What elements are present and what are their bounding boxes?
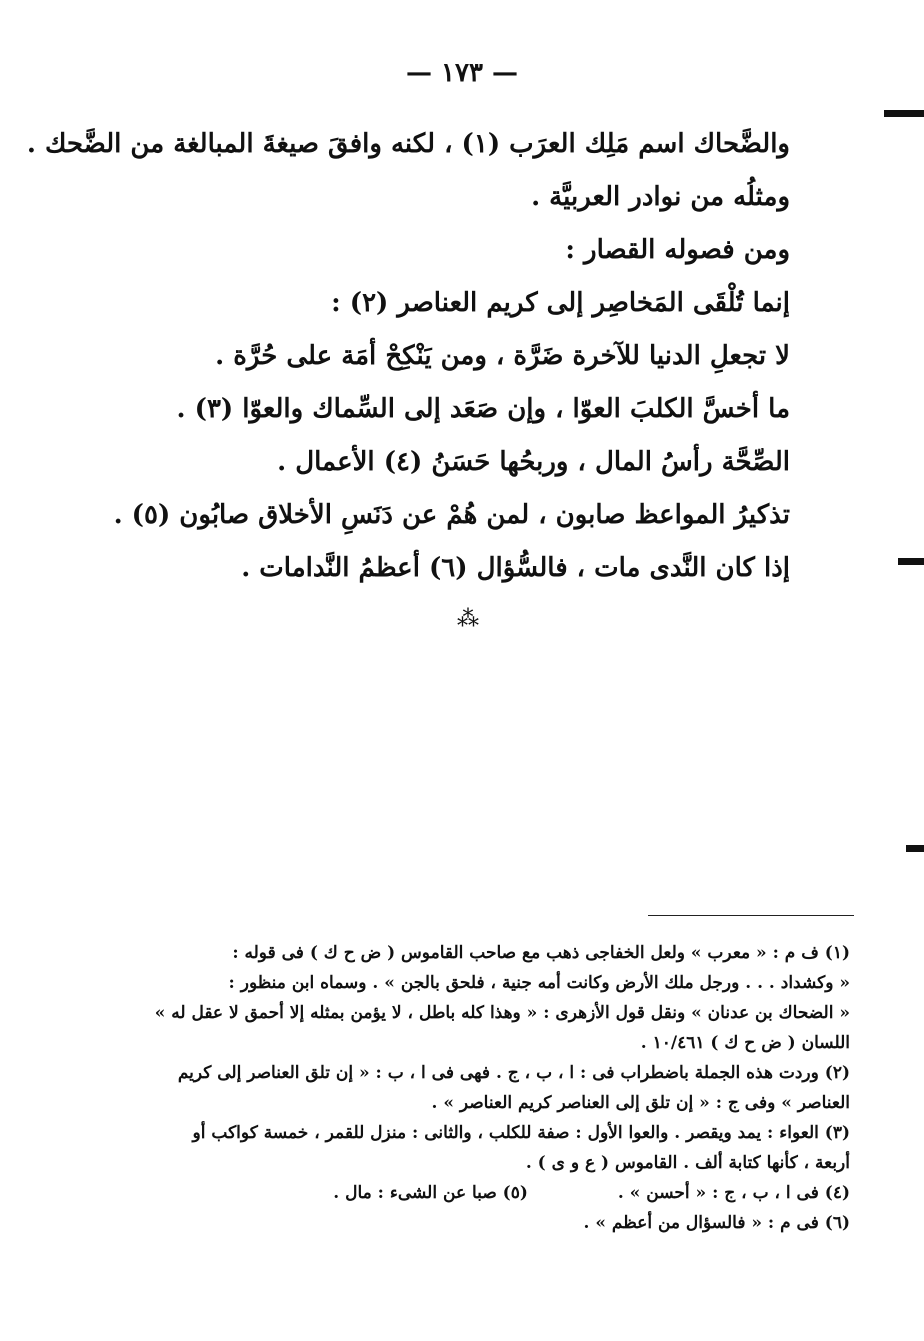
- text-line: تذكيرُ المواعظ صابون ، لمن هُمْ عن دَنَسِ الأخلاق صابُون (٥) .: [113, 500, 790, 530]
- text-line: ما أخسَّ الكلبَ العوّا ، وإن صَعَد إلى السِّماك والعوّا (٣) .: [176, 394, 790, 424]
- footnote-pair: [110, 1178, 850, 1208]
- footnote-line: (١) ف م : « معرب » ولعل الخفاجى ذهب مع صاحب القاموس ( ض ح ك ) فى قوله :: [232, 943, 850, 963]
- footnote-4: (٤) فى ا ، ب ، ج : « أحسن » .: [617, 1183, 850, 1203]
- footnote-line: « الضحاك بن عدنان » ونقل قول الأزهرى : « وهذا كله باطل ، لا يؤمن بمثله إلا أحمق لا عقل له »: [154, 1003, 850, 1023]
- text-line: لا تجعلِ الدنيا للآخرة ضَرَّة ، ومن يَنْكِحْ أمَة على حُرَّة .: [215, 341, 790, 371]
- footnote-separator: [648, 915, 854, 916]
- footnotes: [110, 938, 850, 1238]
- text-line: ومثلُه من نوادر العربيَّة .: [531, 182, 790, 212]
- section-ornament: ⁂: [457, 607, 479, 632]
- text-line: إذا كان النَّدى مات ، فالسُّؤال (٦) أعظمُ النَّدامات .: [241, 553, 790, 583]
- footnote-5: (٥) صبا عن الشىء : مال .: [333, 1183, 528, 1203]
- footnote-line: « وكشداد . . . ورجل ملك الأرض وكانت أمه جنية ، فلحق بالجن » . وسماه ابن منظور :: [228, 973, 850, 993]
- footnote-line: أربعة ، كأنها كتابة ألف . القاموس ( ع و ى ) .: [525, 1153, 850, 1173]
- footnote-line: (٣) العواء : يمد ويقصر . والعوا الأول : صفة للكلب ، والثانى : منزل للقمر ، خمسة كواكب أو: [192, 1123, 850, 1143]
- footnote-line: العناصر » وفى ج : « إن تلق إلى العناصر كريم العناصر » .: [431, 1093, 850, 1113]
- main-text: [26, 118, 790, 595]
- page-number: — ١٧٣ —: [405, 58, 519, 88]
- scan-edge-mark: [898, 558, 924, 565]
- text-line: ومن فصوله القصار :: [565, 235, 790, 265]
- footnote-line: (٢) وردت هذه الجملة باضطراب فى : ا ، ب ، ج . فهى فى ا ، ب : « إن تلق العناصر إلى كريم: [177, 1063, 850, 1083]
- text-line: الصِّحَّة رأسُ المال ، وربحُها حَسَنُ (٤) الأعمال .: [277, 447, 790, 477]
- footnote-6: (٦) فى م : « فالسؤال من أعظم » .: [583, 1213, 850, 1233]
- text-line: والضَّحاك اسم مَلِك العرَب (١) ، لكنه وافقَ صيغةَ المبالغة من الضَّحك .: [26, 129, 790, 159]
- scan-edge-mark: [884, 110, 924, 117]
- scan-edge-mark: [906, 845, 924, 852]
- footnote-line: اللسان ( ض ح ك ) ١٠/٤٦١ .: [640, 1033, 850, 1053]
- text-line: إنما تُلْقَى المَخاصِر إلى كريم العناصر (٢) :: [331, 288, 790, 318]
